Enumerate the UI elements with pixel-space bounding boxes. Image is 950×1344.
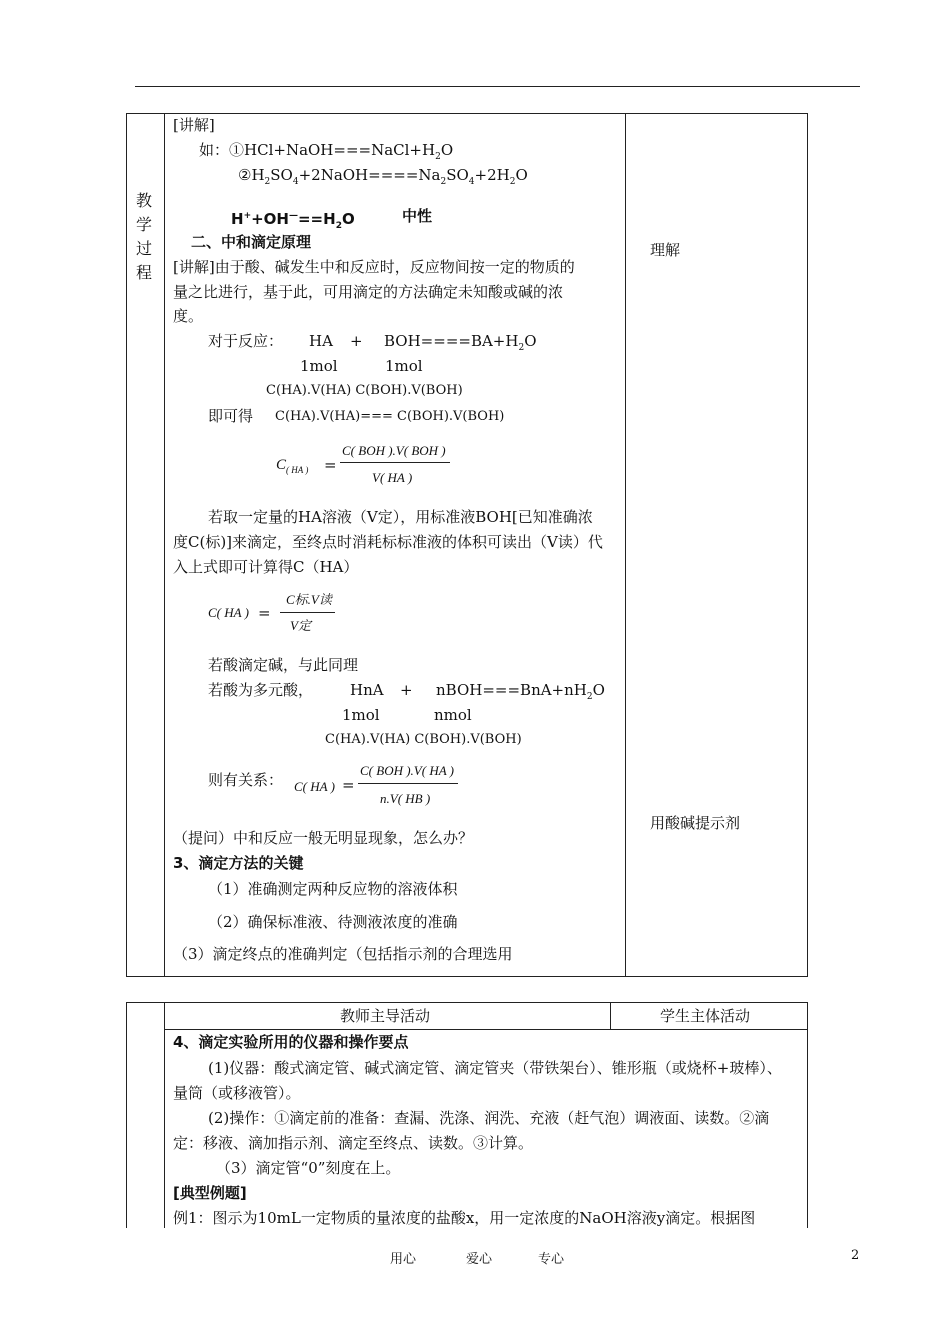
reaction-text: nBOH===BnA+nH [436, 681, 587, 699]
column-divider [164, 114, 165, 976]
instruments-line: (1)仪器：酸式滴定管、碱式滴定管、滴定管夹（带铁架台）、锥形瓶（或烧杯+玻棒）、 [208, 1059, 782, 1077]
equals-sign: = [342, 776, 355, 794]
formula-lhs: C( HA ) [294, 779, 335, 794]
cv-line: C(HA).V(HA) C(BOH).V(BOH) [266, 383, 463, 398]
reaction-text: BOH====BA+H [384, 332, 519, 350]
student-note: 理解 [650, 241, 681, 259]
row-divider [164, 1029, 807, 1030]
reaction-end: O [592, 681, 605, 699]
instruments-line: 量筒（或移液管）。 [173, 1084, 301, 1102]
polyacid-label: 若酸为多元酸， [208, 681, 314, 699]
column-divider [610, 1003, 611, 1029]
side-char: 教 [135, 191, 152, 210]
eq2-part: SO [446, 166, 469, 184]
formula-c: C [276, 457, 287, 473]
fraction-bar [340, 462, 450, 463]
mole-value: 1mol [300, 357, 338, 375]
subscript: 4 [292, 177, 299, 187]
reactant-ha: HA [309, 332, 333, 350]
equation-1 [199, 140, 453, 167]
key-point: （2）确保标准液、待测液浓度的准确 [208, 913, 458, 931]
key-point: （3）滴定终点的准确判定（包括指示剂的合理选用 [173, 945, 513, 963]
formula-1 [276, 440, 456, 495]
eq-intro: 如：① [199, 141, 245, 159]
ionic-part: H [231, 210, 244, 228]
reaction-rest [384, 331, 537, 358]
relation-label: 则有关系： [208, 771, 284, 789]
reaction-label: 对于反应： [208, 332, 284, 350]
eq2-part: +2H [474, 166, 510, 184]
plus-sign: + [400, 681, 413, 699]
formula-numerator: C标.V读 [286, 592, 332, 607]
eq2-part: ②H [238, 166, 265, 184]
eq1-end: O [440, 141, 454, 159]
mole-value: 1mol [385, 357, 423, 375]
equals-sign: = [324, 456, 337, 474]
formula-denominator: V定 [290, 618, 311, 633]
column-divider [625, 114, 626, 976]
paragraph-line: 入上式即可计算得C（HA） [173, 558, 359, 576]
operation-line: (2)操作：①滴定前的准备：查漏、洗涤、润洗、充液（赶气泡）调液面、读数。②滴 [208, 1109, 770, 1127]
student-note: 用酸碱提示剂 [650, 814, 741, 832]
superscript: — [288, 211, 298, 221]
paragraph-line: 量之比进行，基于此，可用滴定的方法确定未知酸或碱的浓 [173, 283, 564, 301]
paragraph-line: [讲解]由于酸、碱发生中和反应时，反应物间按一定的物质的 [173, 258, 575, 276]
formula-sub: ( HA ) [286, 465, 309, 475]
teacher-column-header: 教师主导活动 [340, 1007, 431, 1025]
formula-3 [294, 757, 474, 812]
header-rule [135, 86, 860, 87]
side-char: 程 [135, 263, 152, 282]
equals-sign: = [258, 604, 271, 622]
eq2-part: SO [270, 166, 293, 184]
side-char: 学 [135, 215, 152, 234]
side-label [134, 189, 154, 285]
page-number: 2 [851, 1248, 860, 1263]
subscript: 2 [586, 692, 593, 702]
superscript: + [243, 211, 252, 221]
subscript: 2 [264, 177, 271, 187]
formula-numerator: C( BOH ).V( HA ) [360, 763, 454, 778]
derive-equation: C(HA).V(HA)=== C(BOH).V(BOH) [275, 409, 505, 424]
subscript: 2 [509, 177, 516, 187]
paragraph-line: 若取一定量的HA溶液（V定），用标准液BOH[已知准确浓 [208, 508, 593, 526]
operation-line: 定：移液、滴加指示剂、滴定至终点、读数。③计算。 [173, 1134, 534, 1152]
cv-line: C(HA).V(HA) C(BOH).V(BOH) [325, 732, 522, 747]
section-heading: 3、滴定方法的关键 [173, 854, 304, 872]
equation-2 [238, 165, 528, 192]
neutral-label: 中性 [402, 207, 433, 225]
formula-2 [208, 590, 348, 640]
paragraph-line: 度。 [173, 307, 204, 325]
polyacid-reaction [436, 680, 605, 707]
ionic-part: O [341, 210, 355, 228]
formula-denominator: V( HA ) [372, 470, 413, 485]
subscript: 4 [468, 177, 475, 187]
eq1-text: HCl+NaOH===NaCl+H [244, 141, 436, 159]
ionic-part: +OH [251, 210, 289, 228]
subscript: 2 [518, 343, 525, 353]
subscript: 2 [440, 177, 447, 187]
example-text: 例1：图示为10mL一定物质的量浓度的盐酸x，用一定浓度的NaOH溶液y滴定。根据图 [173, 1209, 756, 1227]
formula-lhs [276, 455, 308, 480]
side-char: 过 [135, 239, 152, 258]
ionic-part: ==H [297, 210, 336, 228]
reactant-hna: HnA [350, 681, 384, 699]
mole-value: 1mol [342, 706, 380, 724]
fraction-bar [358, 783, 458, 784]
formula-lhs: C( HA ) [208, 605, 249, 620]
student-column-header: 学生主体活动 [660, 1007, 751, 1025]
example-heading: [典型例题] [173, 1184, 247, 1202]
section-heading: 二、中和滴定原理 [191, 233, 312, 251]
footer-motto: 爱心 [466, 1252, 493, 1267]
reaction-end: O [524, 332, 537, 350]
paragraph-line: 度C(标)]来滴定，至终点时消耗标标准液的体积可读出（V读）代 [173, 533, 603, 551]
formula-numerator: C( BOH ).V( BOH ) [342, 443, 446, 458]
eq2-part: O [515, 166, 528, 184]
key-point: （1）准确测定两种反应物的溶液体积 [208, 880, 458, 898]
subscript: 2 [435, 152, 441, 162]
zero-mark-line: （3）滴定管“0”刻度在上。 [216, 1159, 401, 1177]
subscript: 2 [335, 221, 342, 231]
derive-label: 即可得 [208, 407, 254, 425]
footer-motto: 专心 [538, 1252, 565, 1267]
section-heading: 4、滴定实验所用的仪器和操作要点 [173, 1033, 409, 1051]
formula-denominator: n.V( HB ) [380, 791, 431, 806]
question-line: （提问）中和反应一般无明显现象，怎么办？ [173, 829, 474, 847]
text-line: 若酸滴定碱，与此同理 [208, 656, 359, 674]
column-divider [164, 1003, 165, 1228]
lecture-label: [讲解] [173, 116, 215, 134]
plus-sign: + [350, 332, 363, 350]
eq2-part: +2NaOH====Na [298, 166, 441, 184]
fraction-bar [280, 612, 335, 613]
footer-motto: 用心 [390, 1252, 417, 1267]
mole-value: nmol [434, 706, 472, 724]
